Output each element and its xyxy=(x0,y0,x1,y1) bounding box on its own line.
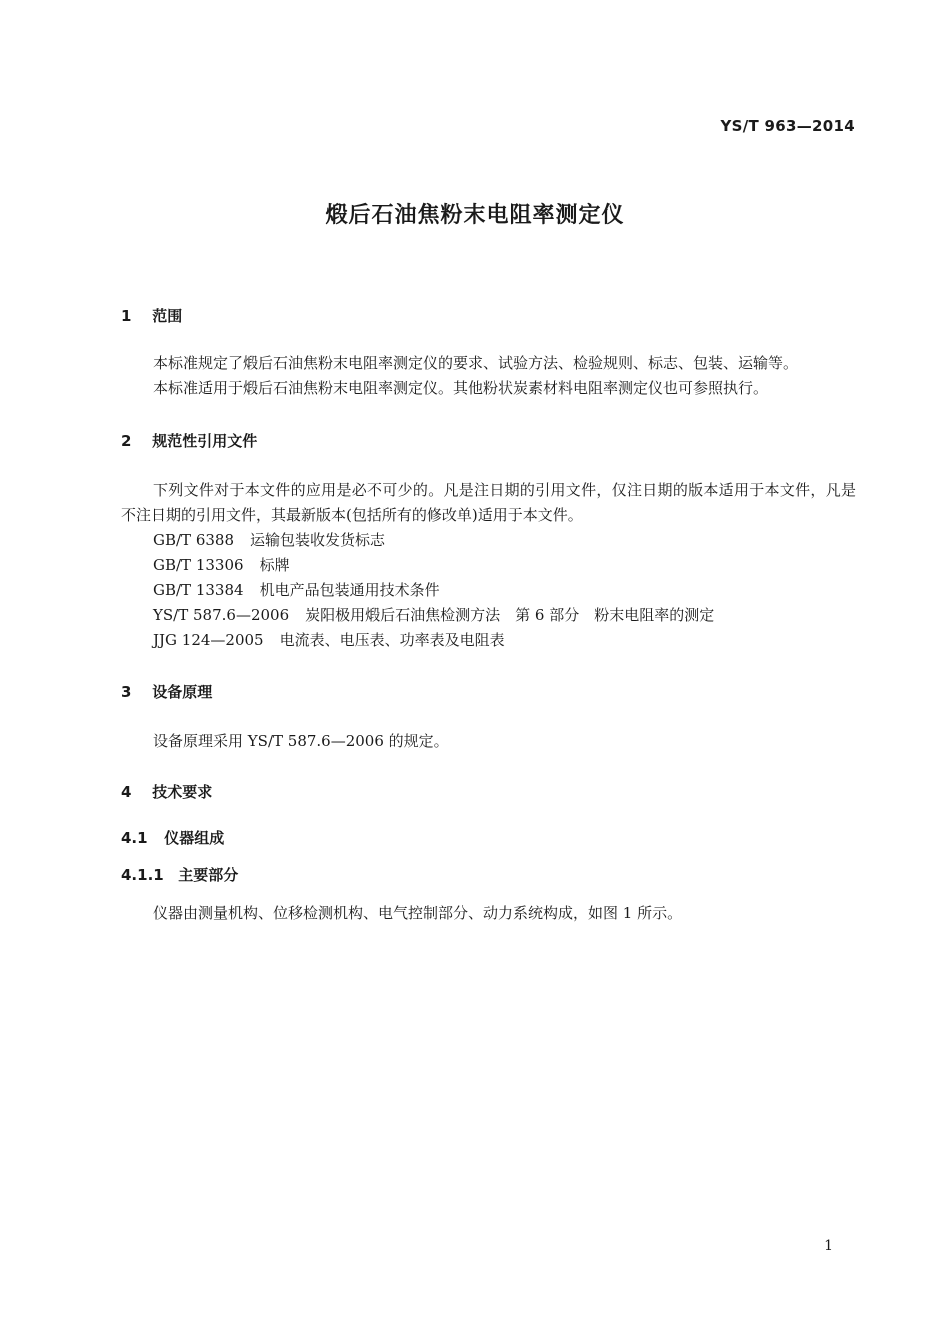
section-title: 范围 xyxy=(152,307,183,325)
standard-code: YS/T 963—2014 xyxy=(720,117,855,135)
reference-code: YS/T 587.6—2006 xyxy=(153,606,290,624)
list-item xyxy=(153,578,714,603)
section-1-heading xyxy=(121,305,182,326)
section-title: 规范性引用文件 xyxy=(152,432,258,450)
reference-code: GB/T 6388 xyxy=(153,531,235,549)
document-title: 煅后石油焦粉末电阻率测定仪 xyxy=(325,203,625,228)
section-3-heading xyxy=(121,681,212,702)
reference-code: GB/T 13384 xyxy=(153,581,244,599)
reference-title: 标牌 xyxy=(259,556,290,574)
section-title: 主要部分 xyxy=(178,866,239,884)
scope-paragraph-1: 本标准规定了煅后石油焦粉末电阻率测定仪的要求、试验方法、检验规则、标志、包装、运输等。 xyxy=(153,354,799,372)
scope-paragraph-2: 本标准适用于煅后石油焦粉末电阻率测定仪。其他粉状炭素材料电阻率测定仪也可参照执行。 xyxy=(153,379,769,397)
section-4-1-1-heading xyxy=(121,864,238,885)
section-2-heading xyxy=(121,430,257,451)
main-parts-paragraph: 仪器由测量机构、位移检测机构、电气控制部分、动力系统构成，如图 1 所示。 xyxy=(153,904,683,922)
section-title: 仪器组成 xyxy=(164,829,225,847)
reference-code: JJG 124—2005 xyxy=(153,631,264,649)
section-number: 1 xyxy=(121,307,132,325)
list-item xyxy=(153,628,714,653)
section-4-heading xyxy=(121,781,212,802)
section-number: 4.1.1 xyxy=(121,866,164,884)
list-item xyxy=(153,603,714,628)
section-title: 技术要求 xyxy=(152,783,213,801)
normative-references-intro: 下列文件对于本文件的应用是必不可少的。凡是注日期的引用文件，仅注日期的版本适用于本文件，凡是不注日期的引用文件，其最新版本(包括所有的修改单)适用于本文件。 xyxy=(121,481,856,524)
list-item xyxy=(153,553,714,578)
reference-list xyxy=(153,528,714,653)
section-number: 2 xyxy=(121,432,132,450)
section-number: 4.1 xyxy=(121,829,148,847)
section-number: 3 xyxy=(121,683,132,701)
page-number: 1 xyxy=(824,1238,833,1254)
section-number: 4 xyxy=(121,783,132,801)
list-item xyxy=(153,528,714,553)
section-4-1-heading xyxy=(121,827,224,848)
reference-title: 机电产品包装通用技术条件 xyxy=(259,581,440,599)
principle-paragraph: 设备原理采用 YS/T 587.6—2006 的规定。 xyxy=(153,732,449,750)
reference-title: 电流表、电压表、功率表及电阻表 xyxy=(279,631,505,649)
reference-title: 炭阳极用煅后石油焦检测方法 第 6 部分 粉末电阻率的测定 xyxy=(305,606,715,624)
reference-title: 运输包装收发货标志 xyxy=(250,531,386,549)
reference-code: GB/T 13306 xyxy=(153,556,244,574)
section-title: 设备原理 xyxy=(152,683,213,701)
